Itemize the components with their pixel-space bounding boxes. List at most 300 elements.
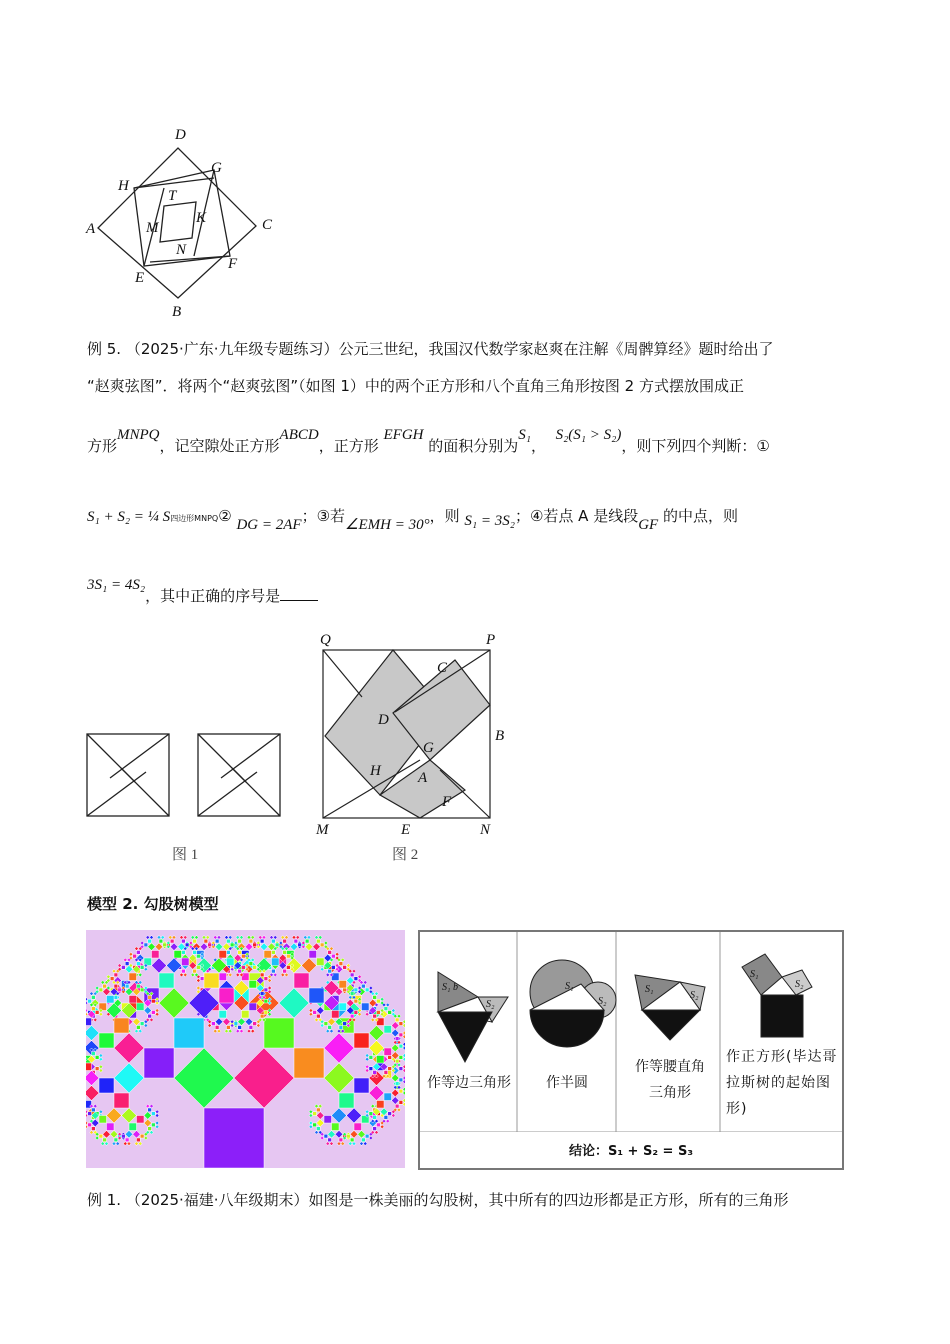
tree-square: [99, 1078, 114, 1093]
tree-square: [341, 958, 345, 962]
math: GF: [638, 517, 659, 533]
tree-square: [86, 1001, 88, 1005]
tree-square: [242, 954, 246, 958]
tree-square: [324, 1116, 332, 1124]
tree-square: [215, 939, 219, 943]
tree-square: [403, 1102, 405, 1106]
tree-square: [208, 1024, 212, 1028]
tree-square: [399, 1089, 403, 1093]
tree-square: [144, 1119, 152, 1127]
tree-square: [388, 1056, 392, 1060]
tree-square: [324, 1033, 354, 1063]
tree-square: [309, 1012, 313, 1016]
tree-square: [315, 1104, 319, 1108]
tree-square: [365, 1054, 369, 1058]
tree-square: [377, 1011, 381, 1015]
tree-square: [324, 1134, 328, 1138]
tree-square: [95, 986, 99, 990]
tree-square: [377, 1123, 381, 1127]
tree-square: [283, 951, 287, 955]
point-label: M: [316, 822, 329, 838]
tree-square: [238, 969, 242, 973]
tree-square: [392, 1097, 400, 1105]
tree-square: [107, 975, 111, 979]
tree-square: [395, 1082, 399, 1086]
text: ，则下列四个判断：①: [621, 437, 770, 455]
tree-square: [326, 1142, 330, 1146]
tree-square: [377, 1101, 385, 1109]
tree-square: [354, 1033, 369, 1048]
tree-square: [358, 975, 362, 979]
tree-square: [315, 936, 319, 940]
tree-square: [195, 936, 199, 940]
tree-square: [197, 979, 201, 983]
tree-square: [159, 988, 189, 1018]
tree-square: [360, 1142, 364, 1146]
tree-square: [264, 1018, 294, 1048]
tree-square: [197, 986, 201, 990]
zhao-shuang-figure: [80, 120, 280, 325]
tree-square: [403, 1091, 405, 1095]
tree-square: [86, 1086, 99, 1101]
tree-square: [294, 939, 298, 943]
tree-square: [395, 1104, 399, 1108]
tree-square: [150, 1104, 154, 1108]
tree-square: [373, 996, 377, 1000]
tree-square: [103, 984, 107, 988]
svg-text:S₁: S₁: [645, 984, 654, 995]
tree-square: [86, 1121, 88, 1125]
tree-square: [183, 973, 187, 977]
example5-line4: [87, 505, 738, 534]
point-label: T: [168, 188, 177, 204]
tree-square: [328, 1026, 332, 1030]
tree-square: [180, 973, 184, 977]
example5-line3: [87, 425, 770, 465]
tree-square: [294, 1048, 324, 1078]
tree-square: [213, 1029, 217, 1033]
tree-square: [174, 1018, 204, 1048]
point-label: C: [437, 660, 448, 676]
tree-square: [148, 939, 152, 943]
point-label: H: [118, 178, 129, 194]
tree-square: [347, 1134, 351, 1138]
tree-square: [392, 1009, 396, 1013]
tree-square: [110, 977, 114, 981]
tree-square: [118, 964, 122, 968]
tree-square: [369, 1056, 373, 1060]
tree-square: [148, 1127, 152, 1131]
text: ，其中正确的序号是: [145, 587, 281, 605]
tree-square: [392, 1114, 396, 1118]
tree-square: [107, 1123, 115, 1131]
math: S₁: [518, 427, 532, 443]
tree-square: [363, 1142, 367, 1146]
tree-square: [324, 1022, 328, 1026]
text: ，: [531, 437, 547, 455]
tree-square: [354, 1011, 358, 1015]
svg-text:S₂: S₂: [690, 990, 699, 1001]
tree-square: [247, 1029, 251, 1033]
text: ，正方形: [318, 437, 379, 455]
tree-square: [369, 1026, 384, 1041]
tree-square: [238, 939, 242, 943]
tree-square: [302, 958, 317, 973]
tree-square: [348, 1142, 352, 1146]
tree-square: [317, 958, 325, 966]
tree-square: [92, 1007, 96, 1011]
tree-square: [281, 973, 285, 977]
tree-square: [290, 943, 298, 951]
tree-square: [99, 1134, 103, 1138]
tree-square: [260, 973, 264, 977]
tree-square: [155, 1110, 159, 1114]
tree-square: [107, 996, 115, 1004]
tree-square: [125, 1138, 129, 1142]
tree-square: [292, 936, 296, 940]
tree-square: [159, 973, 174, 988]
tree-square: [189, 988, 219, 1018]
tree-square: [373, 1116, 377, 1120]
tree-square: [234, 1022, 238, 1026]
example5-line2: “赵爽弦图”．将两个“赵爽弦图”（如图 1）中的两个正方形和八个直角三角形按图 2 方式摆放围成正: [87, 377, 744, 395]
tree-square: [86, 1026, 99, 1041]
point-label: F: [442, 794, 452, 810]
tree-square: [110, 1131, 118, 1139]
tree-square: [362, 984, 366, 988]
tree-square: [377, 1056, 385, 1064]
tree-square: [365, 1069, 369, 1073]
point-label: D: [378, 712, 389, 728]
tree-square: [298, 943, 302, 947]
tree-square: [99, 1065, 103, 1069]
point-label: K: [196, 210, 207, 226]
tree-square: [399, 1056, 403, 1060]
tree-square: [339, 1093, 354, 1108]
svg-text:S₂: S₂: [795, 979, 804, 990]
tree-square: [155, 1114, 159, 1118]
tree-square: [332, 1011, 340, 1019]
tree-square: [352, 1142, 356, 1146]
point-label: G: [423, 740, 434, 756]
math: MNPQ: [117, 427, 160, 443]
tree-square: [107, 1108, 122, 1123]
tree-square: [313, 1123, 317, 1127]
text: ，则: [429, 507, 460, 525]
tree-square: [155, 1009, 159, 1013]
tree-square: [133, 1131, 141, 1139]
tree-square: [245, 943, 253, 951]
tree-square: [95, 1011, 99, 1015]
figure-2: [315, 640, 505, 830]
tree-square: [350, 1138, 354, 1142]
tree-square: [95, 1067, 99, 1071]
tree-square: [125, 984, 129, 988]
tree-square: [320, 943, 324, 947]
point-label: A: [418, 770, 428, 786]
tree-square: [386, 1003, 390, 1007]
tree-square: [236, 936, 240, 940]
tree-square: [384, 1026, 392, 1034]
tree-square: [369, 1112, 373, 1116]
point-label: D: [175, 127, 186, 143]
tree-square: [88, 1112, 92, 1116]
tree-square: [339, 1026, 343, 1030]
tree-square: [101, 981, 105, 985]
tree-square: [403, 1020, 405, 1024]
svg-text:S₁ b: S₁ b: [442, 982, 458, 993]
tree-square: [99, 1116, 107, 1124]
tree-square: [399, 1078, 403, 1082]
tree-square: [137, 962, 141, 966]
tree-square: [384, 1048, 392, 1056]
tree-square: [137, 1138, 141, 1142]
tree-square: [152, 999, 156, 1003]
tree-square: [155, 1125, 159, 1129]
tree-square: [395, 1059, 399, 1063]
tree-square: [249, 981, 257, 989]
tree-square: [305, 939, 309, 943]
tree-square: [303, 936, 307, 940]
tree-square: [114, 1018, 129, 1033]
tree-square: [129, 996, 137, 1004]
tree-square: [182, 951, 186, 955]
tree-square: [114, 1093, 129, 1108]
tree-square: [317, 1127, 321, 1131]
tree-square: [354, 1123, 362, 1131]
tree-square: [380, 1125, 384, 1129]
tree-square: [365, 1134, 369, 1138]
tree-square: [260, 992, 264, 996]
tree-square: [122, 1134, 126, 1138]
tree-square: [403, 1024, 405, 1028]
tree-square: [150, 1018, 154, 1022]
tree-square: [88, 999, 92, 1003]
tree-square: [133, 954, 137, 958]
tree-square: [392, 1044, 400, 1052]
tree-square: [86, 997, 88, 1001]
tree-square: [135, 947, 139, 951]
tree-square: [384, 1093, 392, 1101]
tree-square: [159, 939, 163, 943]
tree-square: [365, 1012, 369, 1016]
tree-square: [313, 1112, 317, 1116]
zhao-diagram-right: [198, 734, 280, 816]
tree-square: [309, 1009, 313, 1013]
tree-square: [380, 997, 384, 1001]
svg-text:S₁: S₁: [750, 969, 759, 980]
tree-square: [354, 988, 358, 992]
math-subscript: 四边形MNPQ: [170, 514, 219, 523]
zhao-diagram-left: [87, 734, 169, 816]
tree-square: [335, 1131, 343, 1139]
tree-square: [330, 1142, 334, 1146]
figure-2-caption: 图 2: [392, 847, 419, 863]
tree-square: [249, 939, 253, 943]
tree-square: [313, 1011, 317, 1015]
tree-square: [273, 936, 277, 940]
tree-square: [99, 1057, 103, 1061]
tree-square: [328, 951, 332, 955]
tree-square: [99, 1069, 103, 1073]
square-s1: [742, 954, 782, 995]
tree-square: [230, 943, 234, 947]
tree-square: [247, 936, 251, 940]
tree-square: [202, 936, 206, 940]
tree-square: [309, 1114, 313, 1118]
tree-square: [399, 1033, 403, 1037]
tree-square: [328, 1018, 336, 1026]
tree-square: [180, 936, 184, 940]
tree-square: [204, 973, 219, 988]
tree-square: [272, 951, 276, 955]
tree-square: [369, 986, 373, 990]
math: EFGH: [383, 427, 424, 443]
tree-square: [86, 1071, 99, 1086]
tree-square: [317, 1112, 325, 1120]
example5-line1: 例 5. （2025·广东·九年级专题练习）公元三世纪，我国汉代数学家赵爽在注解《周髀算经》题时给出了: [87, 340, 774, 358]
tree-square: [264, 1011, 268, 1015]
tree-square: [95, 1056, 99, 1060]
tree-square: [101, 1142, 105, 1146]
tree-square: [397, 1108, 401, 1112]
tree-square: [363, 981, 367, 985]
column-label: 作等腰直角三角形: [635, 1059, 705, 1101]
tree-square: [227, 939, 231, 943]
tree-square: [99, 1054, 103, 1058]
tree-square: [326, 973, 330, 977]
tree-square: [125, 962, 129, 966]
tree-square: [347, 1108, 362, 1123]
conclusion-table: [418, 930, 844, 1170]
tree-square: [206, 936, 210, 940]
tree-square: [339, 962, 343, 966]
tree-square: [403, 1035, 405, 1039]
point-label: E: [401, 822, 411, 838]
svg-text:S₂: S₂: [486, 999, 495, 1010]
tree-square: [403, 1076, 405, 1080]
text: ；④若点 A 是线段: [514, 507, 639, 525]
tree-square: [144, 1112, 152, 1120]
tree-square: [125, 1131, 133, 1139]
answer-blank[interactable]: [280, 586, 318, 601]
tree-square: [90, 1131, 94, 1135]
tree-square: [294, 973, 309, 988]
tree-square: [114, 1138, 118, 1142]
tree-square: [341, 1142, 345, 1146]
tree-square: [152, 951, 160, 959]
tree-square: [264, 988, 268, 992]
tree-square: [328, 969, 332, 973]
conclusion-text: 结论：S₁ + S₂ = S₃: [568, 1144, 694, 1159]
tree-square: [217, 1029, 221, 1033]
tree-square: [268, 979, 272, 983]
tree-square: [296, 936, 300, 940]
tree-square: [93, 1104, 97, 1108]
tree-square: [174, 951, 182, 959]
tree-square: [146, 936, 150, 940]
tree-square: [343, 966, 347, 970]
tree-square: [152, 958, 167, 973]
tree-square: [114, 996, 118, 1000]
tree-square: [116, 1142, 120, 1146]
tree-square: [399, 1101, 403, 1105]
tree-square: [326, 1029, 330, 1033]
tree-square: [253, 966, 257, 970]
point-label: N: [480, 822, 491, 838]
tree-square: [403, 1042, 405, 1046]
tree-square: [242, 966, 246, 970]
figure-1-caption: 图 1: [172, 847, 199, 863]
tree-square: [228, 973, 232, 977]
column-label: 作半圆: [546, 1075, 588, 1091]
tree-square: [219, 988, 234, 1003]
tree-square: [373, 1071, 377, 1075]
tree-square: [99, 1012, 103, 1016]
tree-square: [268, 986, 272, 990]
tree-square: [99, 1110, 103, 1114]
tree-square: [238, 1018, 246, 1026]
tree-square: [313, 943, 321, 951]
tree-square: [350, 973, 354, 977]
tree-square: [140, 966, 144, 970]
tree-square: [137, 1116, 145, 1124]
tree-square: [172, 936, 176, 940]
svg-text:S₁: S₁: [565, 981, 574, 992]
tree-square: [369, 1086, 384, 1101]
tree-square: [193, 969, 197, 973]
tree-square: [395, 1018, 399, 1022]
tree-square: [213, 936, 217, 940]
tree-square: [275, 943, 279, 947]
tree-square: [225, 936, 229, 940]
tree-square: [127, 1142, 131, 1146]
tree-square: [138, 1029, 142, 1033]
math: S₁ = 3S₂: [464, 513, 515, 529]
tree-square: [362, 1003, 370, 1011]
tree-square: [86, 1018, 92, 1026]
tree-square: [152, 1112, 156, 1116]
tree-square: [260, 1014, 264, 1018]
equilateral-triangle-s3: [438, 1012, 492, 1062]
tree-square: [137, 1003, 145, 1011]
column-label: 作等边三角形: [427, 1075, 511, 1091]
tree-square: [236, 1029, 240, 1033]
tree-square: [403, 1057, 405, 1061]
tree-square: [377, 999, 381, 1003]
tree-square: [328, 1138, 332, 1142]
tree-square: [242, 1011, 250, 1019]
tree-square: [332, 1123, 340, 1131]
tree-square: [251, 1029, 255, 1033]
point-label: B: [495, 728, 505, 744]
tree-square: [86, 1125, 88, 1129]
tree-square: [227, 1026, 231, 1030]
tree-square: [330, 947, 334, 951]
tree-square: [155, 1012, 159, 1016]
tree-square: [258, 936, 262, 940]
tree-square: [337, 1142, 341, 1146]
tree-square: [257, 1024, 261, 1028]
tree-square: [129, 952, 133, 956]
tree-square: [93, 1018, 97, 1022]
tree-square: [365, 1110, 369, 1114]
tree-square: [309, 988, 324, 1003]
tree-square: [217, 936, 221, 940]
tree-square: [144, 967, 148, 971]
tree-square: [103, 1138, 107, 1142]
math: ∠EMH = 30°: [345, 517, 430, 533]
